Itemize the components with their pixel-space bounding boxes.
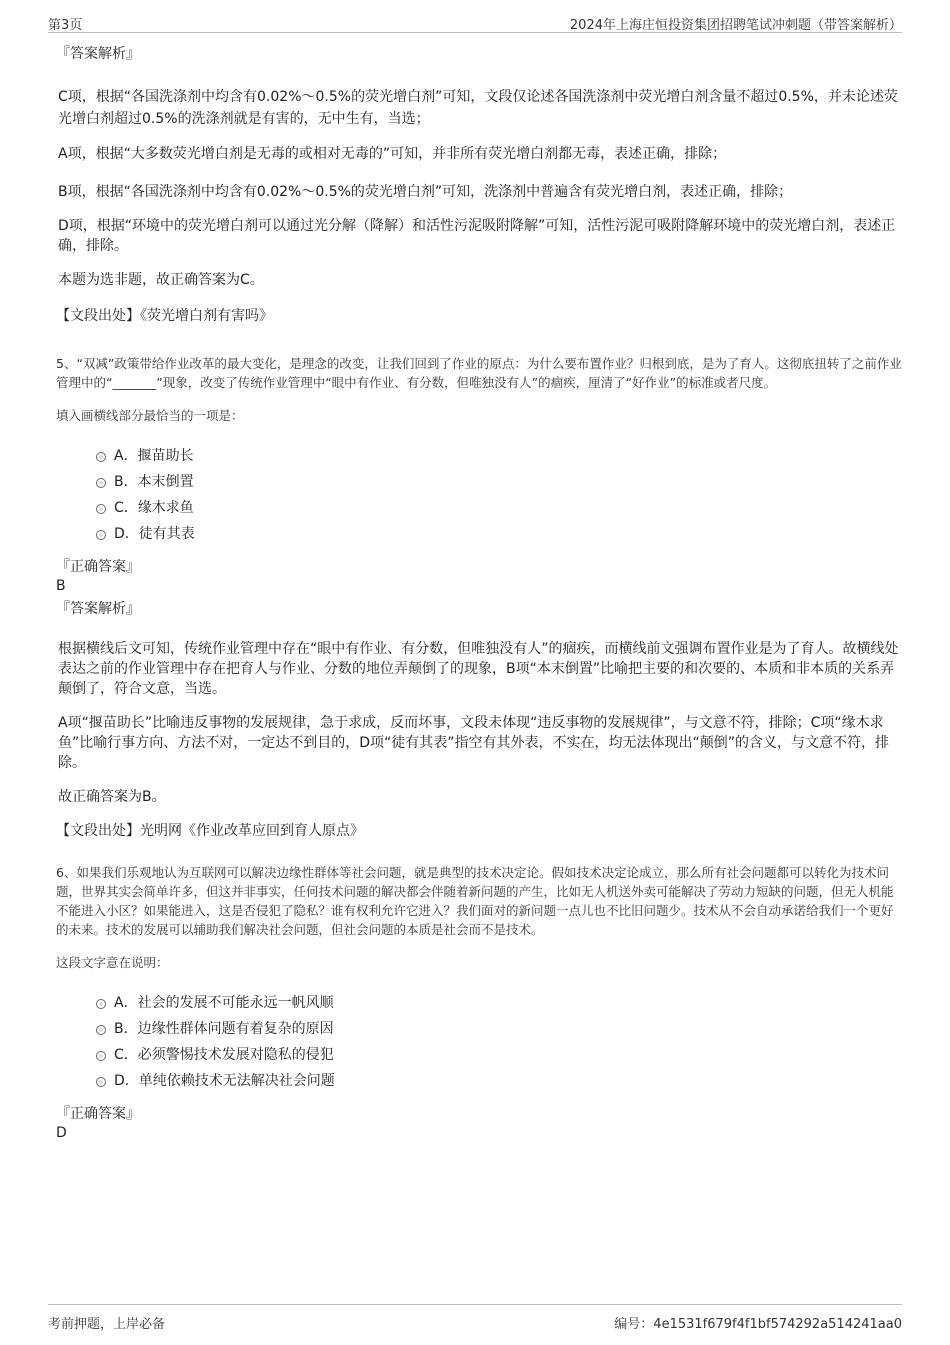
q4-analysis-label: 『答案解析』	[56, 46, 140, 62]
q4-analysis-c: C项，根据“各国洗涤剂中均含有0.02%～0.5%的荧光增白剂”可知，文段仅论述各国洗涤剂中荧光增白剂含量不超过0.5%，并未论述荧光增白剂超过0.5%的洗涤剂就是有害的，无中生有，当选；	[58, 89, 898, 127]
q6-option-b[interactable]: B．边缘性群体问题有着复杂的原因	[96, 1016, 902, 1042]
q5-options	[56, 443, 902, 547]
q6-correct-label: 『正确答案』	[56, 1106, 140, 1122]
page-header	[48, 12, 902, 33]
document-title: 2024年上海庄恒投资集团招聘笔试冲刺题（带答案解析）	[569, 18, 902, 33]
q6-options	[56, 990, 902, 1094]
page-footer	[48, 1304, 902, 1332]
radio-icon[interactable]	[96, 530, 106, 540]
radio-icon[interactable]	[96, 504, 106, 514]
radio-icon[interactable]	[96, 452, 106, 462]
q6-prompt: 这段文字意在说明：	[56, 955, 169, 970]
q4-analysis-b: B项，根据“各国洗涤剂中均含有0.02%～0.5%的荧光增白剂”可知，洗涤剂中普遍含有荧光增白剂，表述正确，排除；	[58, 184, 793, 200]
q4-source: 【文段出处】《荧光增白剂有害吗》	[56, 308, 273, 324]
q5-option-b[interactable]: B．本末倒置	[96, 469, 902, 495]
q5-analysis-2: A项“揠苗助长”比喻违反事物的发展规律，急于求成，反而坏事，文段未体现“违反事物的发展规律”，与文意不符，排除；C项“缘木求鱼”比喻行事方向、方法不对，一定达不到目的，D项“徒有其表”指空有其外表，不实在，均无法体现出“颠倒”的含义，与文意不符，排除。	[58, 715, 890, 771]
q4-conclusion: 本题为选非题，故正确答案为C。	[58, 272, 264, 288]
q4-analysis-a: A项，根据“大多数荧光增白剂是无毒的或相对无毒的”可知，并非所有荧光增白剂都无毒，表述正确，排除；	[58, 146, 727, 162]
q4-analysis-d: D项，根据“环境中的荧光增白剂可以通过光分解（降解）和活性污泥吸附降解”可知，活性污泥可吸附降解环境中的荧光增白剂，表述正确，排除。	[58, 218, 896, 254]
q6-correct-answer: D	[56, 1125, 67, 1141]
page-number: 第3页	[48, 18, 83, 33]
q5-analysis-1: 根据横线后文可知，传统作业管理中存在“眼中有作业、有分数，但唯独没有人”的痼疾，而横线前文强调布置作业是为了育人。故横线处表达之前的作业管理中存在把育人与作业、分数的地位弄颠倒了的现象，B项“本末倒置”比喻把主要的和次要的、本质和非本质的关系弄颠倒了，符合文意，当选。	[58, 641, 899, 697]
footer-slogan: 考前押题，上岸必备	[48, 1317, 166, 1332]
q6-option-a[interactable]: A．社会的发展不可能永远一帆风顺	[96, 990, 902, 1016]
q6-option-c[interactable]: C．必须警惕技术发展对隐私的侵犯	[96, 1042, 902, 1068]
q5-option-a[interactable]: A．揠苗助长	[96, 443, 902, 469]
q5-source: 【文段出处】光明网《作业改革应回到育人原点》	[56, 823, 364, 839]
q5-conclusion: 故正确答案为B。	[58, 789, 166, 805]
q5-option-d[interactable]: D．徒有其表	[96, 521, 902, 547]
document-code: 编号：4e1531f679f4f1bf574292a514241aa0	[614, 1317, 902, 1332]
radio-icon[interactable]	[96, 1025, 106, 1035]
q5-prompt: 填入画横线部分最恰当的一项是：	[56, 408, 244, 423]
q6-question-text: 6、如果我们乐观地认为互联网可以解决边缘性群体等社会问题，就是典型的技术决定论。假如技术决定论成立，那么所有社会问题都可以转化为技术问题，世界其实会简单许多，但这并非事实，任何技术问题的解决都会伴随着新问题的产生，比如无人机送外卖可能解决了劳动力短缺的问题，但无人机能不能进入小区？如果能进入，这是否侵犯了隐私？谁有权利允许它进入？我们面对的新问题一点儿也不比旧问题少。技术从不会自动承诺给我们一个更好的未来。技术的发展可以辅助我们解决社会问题，但社会问题的本质是社会而不是技术。	[56, 865, 894, 937]
radio-icon[interactable]	[96, 1051, 106, 1061]
q5-question-text: 5、“双减”政策带给作业改革的最大变化，是理念的改变，让我们回到了作业的原点：为什么要布置作业？归根到底，是为了育人。这彻底扭转了之前作业管理中的“_______”现象，改变了传统作业管理中“眼中有作业、有分数，但唯独没有人”的痼疾，厘清了“好作业”的标准或者尺度。	[56, 356, 902, 390]
document-body	[56, 44, 902, 1146]
q5-option-c[interactable]: C．缘木求鱼	[96, 495, 902, 521]
q5-analysis-label: 『答案解析』	[56, 601, 140, 617]
radio-icon[interactable]	[96, 999, 106, 1009]
q5-correct-answer: B	[56, 578, 66, 594]
q6-option-d[interactable]: D．单纯依赖技术无法解决社会问题	[96, 1068, 902, 1094]
radio-icon[interactable]	[96, 478, 106, 488]
q5-correct-label: 『正确答案』	[56, 559, 140, 575]
radio-icon[interactable]	[96, 1077, 106, 1087]
